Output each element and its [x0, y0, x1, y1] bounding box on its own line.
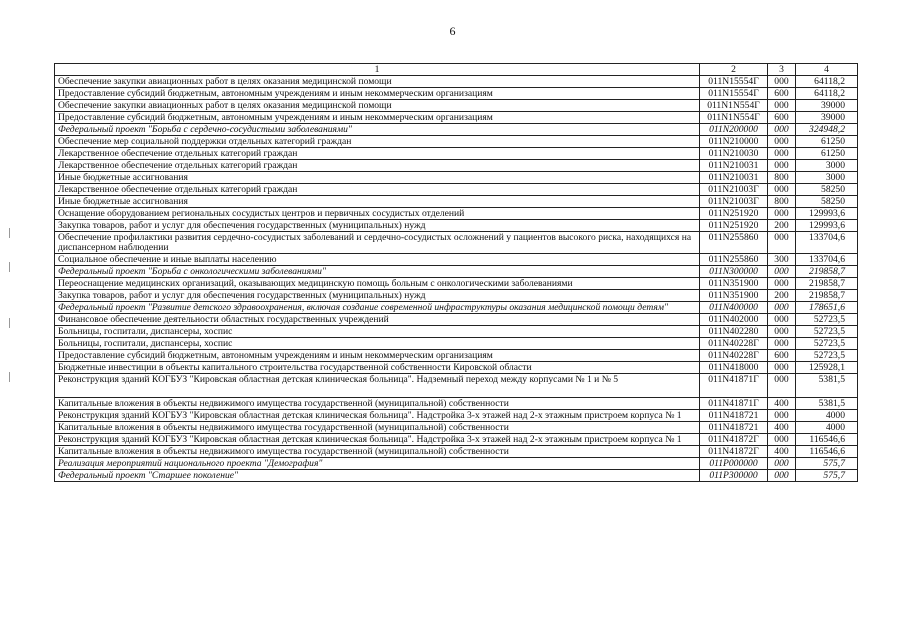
row-name-cell: Иные бюджетные ассигнования — [55, 196, 700, 208]
margin-mark — [6, 262, 14, 272]
row-name-cell: Обеспечение закупки авиационных работ в целях оказания медицинской помощи — [55, 76, 700, 88]
row-sum-cell: 52723,5 — [796, 326, 858, 338]
table-row — [55, 446, 858, 458]
table-row — [55, 160, 858, 172]
row-type-cell: 600 — [768, 350, 796, 362]
row-type-cell: 600 — [768, 88, 796, 100]
margin-mark — [6, 228, 14, 238]
margin-mark — [6, 372, 14, 382]
row-sum-cell: 5381,5 — [796, 398, 858, 410]
row-name-cell: Федеральный проект "Старшее поколение" — [55, 470, 700, 482]
row-name-cell: Больницы, госпитали, диспансеры, хоспис — [55, 326, 700, 338]
table-row — [55, 196, 858, 208]
row-code-cell: 011N418000 — [700, 362, 768, 374]
page-number: 6 — [449, 24, 456, 38]
row-sum-cell: 64118,2 — [796, 76, 858, 88]
row-sum-cell: 58250 — [796, 184, 858, 196]
row-type-cell: 000 — [768, 458, 796, 470]
row-sum-cell: 52723,5 — [796, 314, 858, 326]
row-sum-cell: 129993,6 — [796, 208, 858, 220]
row-sum-cell: 52723,5 — [796, 350, 858, 362]
row-type-cell: 800 — [768, 172, 796, 184]
row-name-cell: Предоставление субсидий бюджетным, автономным учреждениям и иным некоммерческим организациям — [55, 88, 700, 100]
row-name-cell: Закупка товаров, работ и услуг для обеспечения государственных (муниципальных) нужд — [55, 220, 700, 232]
row-code-cell: 011N300000 — [700, 266, 768, 278]
row-name-cell: Лекарственное обеспечение отдельных категорий граждан — [55, 184, 700, 196]
table-row — [55, 184, 858, 196]
row-sum-cell: 4000 — [796, 410, 858, 422]
table-row — [55, 470, 858, 482]
row-type-cell: 000 — [768, 338, 796, 350]
table-row — [55, 136, 858, 148]
table-row — [55, 266, 858, 278]
table-row — [55, 76, 858, 88]
row-code-cell: 011N40228Г — [700, 338, 768, 350]
row-type-cell: 000 — [768, 76, 796, 88]
row-type-cell: 000 — [768, 326, 796, 338]
row-sum-cell: 575,7 — [796, 458, 858, 470]
row-name-cell: Лекарственное обеспечение отдельных категорий граждан — [55, 160, 700, 172]
table-row — [55, 254, 858, 266]
row-sum-cell: 178651,6 — [796, 302, 858, 314]
row-code-cell: 011N200000 — [700, 124, 768, 136]
row-sum-cell: 3000 — [796, 172, 858, 184]
row-type-cell: 000 — [768, 148, 796, 160]
row-code-cell: 011N351900 — [700, 290, 768, 302]
row-type-cell: 000 — [768, 362, 796, 374]
row-type-cell: 000 — [768, 410, 796, 422]
row-sum-cell: 39000 — [796, 100, 858, 112]
row-type-cell: 000 — [768, 374, 796, 398]
row-code-cell: 011N21003Г — [700, 184, 768, 196]
table-row — [55, 398, 858, 410]
row-sum-cell: 324948,2 — [796, 124, 858, 136]
row-code-cell: 011N251920 — [700, 208, 768, 220]
row-code-cell: 011N210031 — [700, 160, 768, 172]
row-code-cell: 011N210031 — [700, 172, 768, 184]
header-col-code: 2 — [700, 64, 768, 76]
row-type-cell: 200 — [768, 290, 796, 302]
row-type-cell: 000 — [768, 160, 796, 172]
row-type-cell: 200 — [768, 220, 796, 232]
table-row — [55, 434, 858, 446]
row-code-cell: 011N255860 — [700, 232, 768, 254]
table-row — [55, 422, 858, 434]
row-name-cell: Бюджетные инвестиции в объекты капитального строительства государственной собственности Кировской области — [55, 362, 700, 374]
row-code-cell: 011N402000 — [700, 314, 768, 326]
table-row — [55, 100, 858, 112]
row-code-cell: 011P000000 — [700, 458, 768, 470]
table-row — [55, 374, 858, 398]
table-row — [55, 124, 858, 136]
row-name-cell: Обеспечение профилактики развития сердечно-сосудистых заболеваний и сердечно-сосудистых осложнений у пациентов высокого риска, находящихся на диспансерном наблюдении — [55, 232, 700, 254]
row-name-cell: Больницы, госпитали, диспансеры, хоспис — [55, 338, 700, 350]
row-sum-cell: 61250 — [796, 136, 858, 148]
margin-mark — [6, 318, 14, 328]
table-row — [55, 112, 858, 124]
row-sum-cell: 125928,1 — [796, 362, 858, 374]
row-type-cell: 000 — [768, 278, 796, 290]
table-body — [55, 76, 858, 482]
header-col-name: 1 — [55, 64, 700, 76]
row-name-cell: Реконструкция зданий КОГБУЗ "Кировская областная детская клиническая больница". Надземный переход между корпусами № 1 и № 5 — [55, 374, 700, 398]
row-sum-cell: 39000 — [796, 112, 858, 124]
table-row — [55, 278, 858, 290]
row-code-cell: 011N41871Г — [700, 374, 768, 398]
row-sum-cell: 58250 — [796, 196, 858, 208]
row-sum-cell: 575,7 — [796, 470, 858, 482]
row-name-cell: Федеральный проект "Развитие детского здравоохранения, включая создание современной инфраструктуры оказания медицинской помощи детям" — [55, 302, 700, 314]
row-type-cell: 000 — [768, 136, 796, 148]
row-sum-cell: 52723,5 — [796, 338, 858, 350]
row-code-cell: 011N21003Г — [700, 196, 768, 208]
row-code-cell: 011P300000 — [700, 470, 768, 482]
row-type-cell: 600 — [768, 112, 796, 124]
row-name-cell: Закупка товаров, работ и услуг для обеспечения государственных (муниципальных) нужд — [55, 290, 700, 302]
header-col-type: 3 — [768, 64, 796, 76]
row-code-cell: 011N15554Г — [700, 88, 768, 100]
table-row — [55, 232, 858, 254]
table-row — [55, 410, 858, 422]
row-type-cell: 400 — [768, 398, 796, 410]
row-type-cell: 000 — [768, 314, 796, 326]
row-sum-cell: 219858,7 — [796, 266, 858, 278]
row-type-cell: 400 — [768, 422, 796, 434]
row-sum-cell: 3000 — [796, 160, 858, 172]
row-name-cell: Капитальные вложения в объекты недвижимого имущества государственной (муниципальной) собственности — [55, 446, 700, 458]
row-name-cell: Реализация мероприятий национального проекта "Демография" — [55, 458, 700, 470]
row-sum-cell: 61250 — [796, 148, 858, 160]
row-name-cell: Обеспечение мер социальной поддержки отдельных категорий граждан — [55, 136, 700, 148]
row-type-cell: 000 — [768, 208, 796, 220]
row-name-cell: Федеральный проект "Борьба с онкологическими заболеваниями" — [55, 266, 700, 278]
table-row — [55, 326, 858, 338]
row-name-cell: Капитальные вложения в объекты недвижимого имущества государственной (муниципальной) собственности — [55, 398, 700, 410]
row-type-cell: 000 — [768, 302, 796, 314]
row-type-cell: 000 — [768, 100, 796, 112]
row-name-cell: Оснащение оборудованием региональных сосудистых центров и первичных сосудистых отделений — [55, 208, 700, 220]
row-code-cell: 011N251920 — [700, 220, 768, 232]
table-row — [55, 290, 858, 302]
table-row — [55, 172, 858, 184]
table-row — [55, 350, 858, 362]
row-sum-cell: 133704,6 — [796, 254, 858, 266]
row-name-cell: Реконструкция зданий КОГБУЗ "Кировская областная детская клиническая больница". Надстройка 3-х этажей над 2-х этажным пристроем корпуса № 1 — [55, 410, 700, 422]
row-sum-cell: 5381,5 — [796, 374, 858, 398]
row-sum-cell: 4000 — [796, 422, 858, 434]
row-sum-cell: 116546,6 — [796, 446, 858, 458]
row-type-cell: 800 — [768, 196, 796, 208]
row-code-cell: 011N418721 — [700, 422, 768, 434]
row-name-cell: Переоснащение медицинских организаций, оказывающих медицинскую помощь больным с онкологическими заболеваниями — [55, 278, 700, 290]
row-name-cell: Капитальные вложения в объекты недвижимого имущества государственной (муниципальной) собственности — [55, 422, 700, 434]
row-type-cell: 000 — [768, 232, 796, 254]
row-code-cell: 011N210000 — [700, 136, 768, 148]
row-type-cell: 000 — [768, 434, 796, 446]
row-name-cell: Реконструкция зданий КОГБУЗ "Кировская областная детская клиническая больница". Надстройка 3-х этажей над 2-х этажным пристроем корпуса № 1 — [55, 434, 700, 446]
row-code-cell: 011N351900 — [700, 278, 768, 290]
row-name-cell: Предоставление субсидий бюджетным, автономным учреждениям и иным некоммерческим организациям — [55, 350, 700, 362]
table-row — [55, 302, 858, 314]
row-code-cell: 011N418721 — [700, 410, 768, 422]
row-code-cell: 011N15554Г — [700, 76, 768, 88]
table-row — [55, 148, 858, 160]
row-type-cell: 000 — [768, 124, 796, 136]
row-code-cell: 011N41872Г — [700, 434, 768, 446]
row-code-cell: 011N1N554Г — [700, 100, 768, 112]
row-type-cell: 000 — [768, 470, 796, 482]
row-type-cell: 000 — [768, 184, 796, 196]
row-name-cell: Социальное обеспечение и иные выплаты населению — [55, 254, 700, 266]
row-type-cell: 400 — [768, 446, 796, 458]
row-sum-cell: 219858,7 — [796, 290, 858, 302]
row-sum-cell: 219858,7 — [796, 278, 858, 290]
table-row — [55, 314, 858, 326]
budget-table — [54, 63, 858, 482]
row-sum-cell: 129993,6 — [796, 220, 858, 232]
row-name-cell: Предоставление субсидий бюджетным, автономным учреждениям и иным некоммерческим организациям — [55, 112, 700, 124]
row-code-cell: 011N40228Г — [700, 350, 768, 362]
row-code-cell: 011N255860 — [700, 254, 768, 266]
row-code-cell: 011N1N554Г — [700, 112, 768, 124]
header-col-sum: 4 — [796, 64, 858, 76]
table-row — [55, 458, 858, 470]
row-sum-cell: 133704,6 — [796, 232, 858, 254]
row-code-cell: 011N41872Г — [700, 446, 768, 458]
row-code-cell: 011N210030 — [700, 148, 768, 160]
row-code-cell: 011N41871Г — [700, 398, 768, 410]
row-type-cell: 300 — [768, 254, 796, 266]
row-type-cell: 000 — [768, 266, 796, 278]
table-header-row — [55, 64, 858, 76]
table-row — [55, 338, 858, 350]
table-row — [55, 88, 858, 100]
row-sum-cell: 116546,6 — [796, 434, 858, 446]
row-name-cell: Федеральный проект "Борьба с сердечно-сосудистыми заболеваниями" — [55, 124, 700, 136]
row-name-cell: Иные бюджетные ассигнования — [55, 172, 700, 184]
table-row — [55, 208, 858, 220]
table-row — [55, 220, 858, 232]
table-row — [55, 362, 858, 374]
row-code-cell: 011N402280 — [700, 326, 768, 338]
row-name-cell: Обеспечение закупки авиационных работ в целях оказания медицинской помощи — [55, 100, 700, 112]
row-code-cell: 011N400000 — [700, 302, 768, 314]
row-name-cell: Лекарственное обеспечение отдельных категорий граждан — [55, 148, 700, 160]
row-name-cell: Финансовое обеспечение деятельности областных государственных учреждений — [55, 314, 700, 326]
row-sum-cell: 64118,2 — [796, 88, 858, 100]
